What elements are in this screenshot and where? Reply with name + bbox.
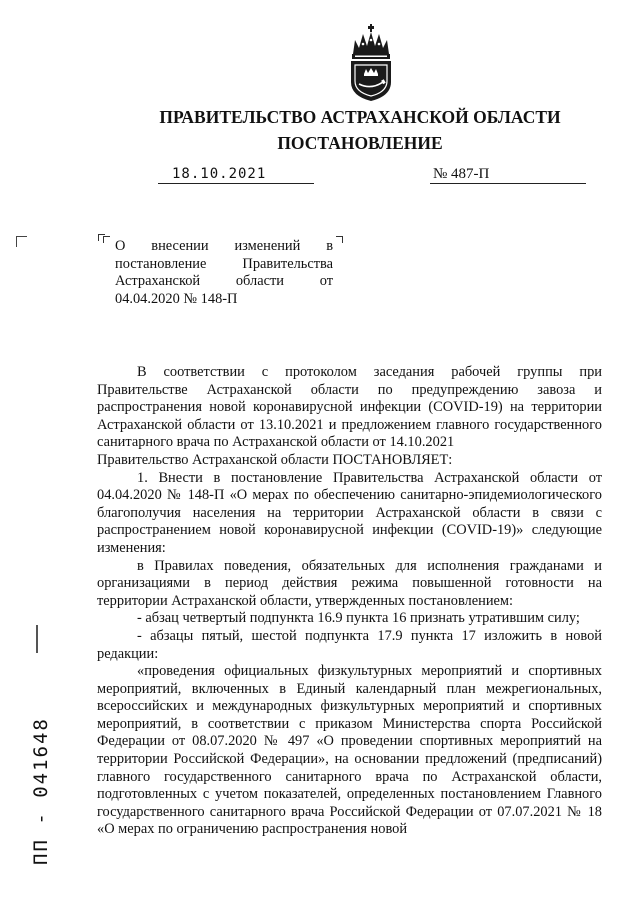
amendment-16-9-paragraph: - абзац четвертый подпункта 16.9 пункта 16 признать утратившим силу; [137, 610, 580, 627]
serial-number: ПП - 041648 [30, 717, 52, 865]
rules-paragraph: в Правилах поведения, обязательных для исполнения гражданами и организациями в период действия режима повышенной готовности на территории Астраханской области, утвержденных постановлением: [97, 557, 602, 609]
serial-number-stamp [8, 700, 52, 865]
government-name: ПРАВИТЕЛЬСТВО АСТРАХАНСКОЙ ОБЛАСТИ [159, 107, 561, 127]
number-underline [430, 183, 586, 184]
date-underline [158, 183, 314, 184]
document-number: № 487-П [433, 166, 490, 182]
document-title [140, 106, 580, 154]
document-date: 18.10.2021 [172, 166, 267, 182]
document-type: ПОСТАНОВЛЕНИЕ [277, 133, 443, 153]
coat-of-arms-emblem [345, 24, 397, 102]
resolution-paragraph: Правительство Астраханской области ПОСТАНОВЛЯЕТ: [97, 451, 453, 468]
subject-corner-top-left-inner [103, 236, 110, 243]
item-1-paragraph: 1. Внести в постановление Правительства Астраханской области от 04.04.2020 № 148-П «О мерах по обеспечению санитарно-эпидемиологического благополучия населения на территории Астраханской области в связи с распространением новой коронавирусной инфекции (COVID-19)» следующие изменения: [97, 469, 602, 556]
preamble-paragraph: В соответствии с протоколом заседания рабочей группы при Правительстве Астраханской области по предупреждению завоза и распространения новой коронавирусной инфекции (COVID-19) на территории Астраханской области от 13.10.2021 и предложением главного государственного санитарного врача по Астраханской области от 14.10.2021 [97, 364, 602, 451]
subject-heading: О внесении изменений в постановление Правительства Астраханской области от 04.04.2020 № 148-П [115, 238, 333, 307]
document-body [97, 364, 602, 839]
margin-corner-mark [16, 236, 27, 247]
margin-pen-mark [36, 625, 38, 653]
new-wording-paragraph: «проведения официальных физкультурных мероприятий и спортивных мероприятий, включенных в Единый календарный план межрегиональных, всероссийских и международных физкультурных мероприятий и спортивных мероприятий, в соответствии с приказом Министерства спорта Российской Федерации от 08.07.2020 № 497 «О проведении спортивных мероприятий на территории Российской Федерации», на основании предложений (предписаний) главного государственного санитарного врача по Астраханской области, подготовленных с учетом показателей, определенных постановлением Главного государственного санитарного врача Российской Федерации от 07.07.2021 № 18 «О мерах по ограничению распространения новой [97, 663, 602, 838]
subject-corner-top-right [336, 236, 343, 243]
amendment-17-9-paragraph: - абзацы пятый, шестой подпункта 17.9 пункта 17 изложить в новой редакции: [97, 627, 602, 662]
